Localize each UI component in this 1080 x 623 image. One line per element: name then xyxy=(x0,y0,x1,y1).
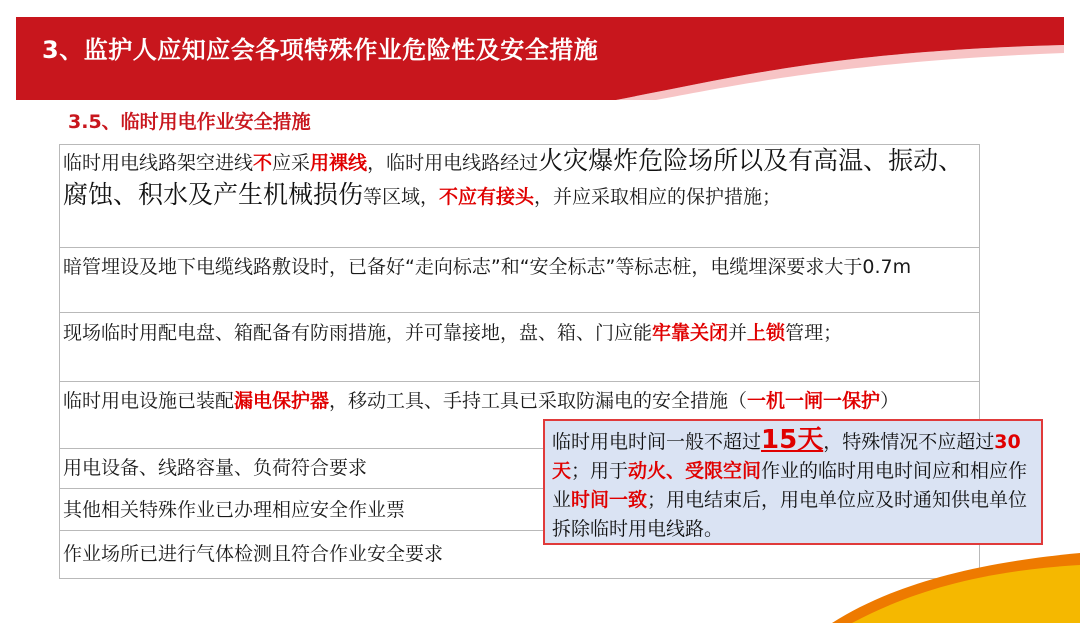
row-text: 作业场所已进行气体检测且符合作业安全要求 xyxy=(63,543,444,565)
row-text: 应采 xyxy=(272,152,311,174)
highlight-text: 用裸线 xyxy=(310,152,368,174)
row-text: ） xyxy=(880,390,900,412)
row-text: 临时用电设施已装配 xyxy=(63,390,235,412)
highlight-text: 牢靠关闭 xyxy=(652,322,729,344)
highlight-text: 不 xyxy=(253,152,273,174)
row-text: 现场临时用配电盘、箱配备有防雨措施，并可靠接地，盘、箱、门应能 xyxy=(63,322,653,344)
duration-callout xyxy=(543,419,1043,545)
row-text: 管理； xyxy=(785,322,843,344)
callout-text: ；用电结束后，用电单位应及时通知供电单位拆除临时用电线路。 xyxy=(552,489,1028,540)
page-title: 3、监护人应知应会各项特殊作业危险性及安全措施 xyxy=(42,36,599,64)
row-text: ，临时用电线路经过 xyxy=(367,152,539,174)
emphasis-text: 火灾爆炸危险场所以及有高温、振动、腐蚀、积水及产生机械损伤 xyxy=(63,146,964,209)
row-text: ，并应采取相应的保护措施； xyxy=(534,186,782,208)
corner-decoration xyxy=(832,545,1080,623)
special-days-highlight: 30天 xyxy=(552,431,1021,482)
table-row xyxy=(60,145,979,248)
callout-text: ，特殊情况不应超过 xyxy=(823,431,995,453)
table-row xyxy=(60,248,979,313)
callout-text: 作业的临时用电时间应和相应作业 xyxy=(552,460,1028,511)
highlight-text: 不应有接头 xyxy=(439,186,535,208)
max-days-highlight: 15天 xyxy=(761,425,824,455)
row-text: 其他相关特殊作业已办理相应安全作业票 xyxy=(63,499,406,521)
row-text: ，移动工具、手持工具已采取防漏电的安全措施（ xyxy=(329,390,748,412)
row-text: 临时用电线路架空进线 xyxy=(63,152,254,174)
highlight-text: 一机一闸一保护 xyxy=(747,390,881,412)
callout-text: ；用于 xyxy=(571,460,629,482)
highlight-text: 上锁 xyxy=(747,322,786,344)
work-type-highlight: 动火、受限空间 xyxy=(628,460,762,482)
row-text: 并 xyxy=(728,322,748,344)
table-row xyxy=(60,313,979,382)
callout-text: 临时用电时间一般不超过 xyxy=(552,431,762,453)
row-text: 等区域， xyxy=(363,186,440,208)
highlight-text: 漏电保护器 xyxy=(234,390,330,412)
row-text: 用电设备、线路容量、负荷符合要求 xyxy=(63,457,368,479)
time-consistent-highlight: 时间一致 xyxy=(571,489,648,511)
row-text: 暗管埋设及地下电缆线路敷设时，已备好“走向标志”和“安全标志”等标志桩，电缆埋深要求大于0.7m xyxy=(63,256,912,278)
section-title: 3.5、临时用电作业安全措施 xyxy=(68,111,311,133)
